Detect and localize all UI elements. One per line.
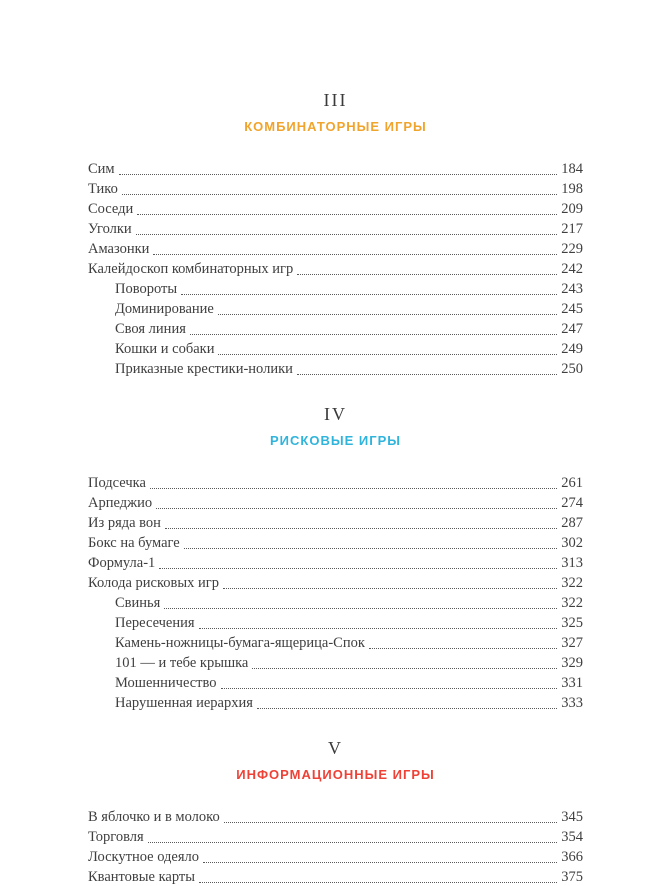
toc-entry bbox=[88, 632, 583, 652]
dot-leader bbox=[122, 194, 557, 195]
entry-label: Пересечения bbox=[115, 615, 195, 631]
entry-page-number: 333 bbox=[561, 695, 583, 711]
entry-page-number: 375 bbox=[561, 869, 583, 885]
entry-label: Соседи bbox=[88, 201, 134, 217]
dot-leader bbox=[203, 862, 557, 863]
dot-leader bbox=[156, 508, 557, 509]
entry-label: Из ряда вон bbox=[88, 515, 161, 531]
entry-page-number: 345 bbox=[561, 809, 583, 825]
entry-label: Кошки и собаки bbox=[115, 341, 215, 357]
toc-entry bbox=[88, 158, 583, 178]
toc-entry bbox=[88, 472, 583, 492]
dot-leader bbox=[221, 688, 558, 689]
section-numeral: V bbox=[328, 738, 343, 758]
dot-leader bbox=[297, 374, 557, 375]
toc-entry bbox=[88, 218, 583, 238]
entry-page-number: 325 bbox=[561, 615, 583, 631]
dot-leader bbox=[165, 528, 557, 529]
toc-entry bbox=[88, 298, 583, 318]
dot-leader bbox=[252, 668, 557, 669]
entry-label: Колода рисковых игр bbox=[88, 575, 219, 591]
dot-leader bbox=[119, 174, 558, 175]
entry-page-number: 245 bbox=[561, 301, 583, 317]
entry-label: Мошенничество bbox=[115, 675, 217, 691]
section-title: РИСКОВЫЕ ИГРЫ bbox=[270, 433, 401, 448]
toc-entry bbox=[88, 258, 583, 278]
dot-leader bbox=[137, 214, 557, 215]
entry-page-number: 327 bbox=[561, 635, 583, 651]
entry-label: Уголки bbox=[88, 221, 132, 237]
dot-leader bbox=[181, 294, 557, 295]
entry-label: Подсечка bbox=[88, 475, 146, 491]
dot-leader bbox=[153, 254, 557, 255]
entry-page-number: 287 bbox=[561, 515, 583, 531]
entry-page-number: 331 bbox=[561, 675, 583, 691]
entry-page-number: 329 bbox=[561, 655, 583, 671]
toc-section bbox=[88, 738, 583, 886]
dot-leader bbox=[136, 234, 558, 235]
dot-leader bbox=[297, 274, 557, 275]
entry-page-number: 274 bbox=[561, 495, 583, 511]
entry-label: Доминирование bbox=[115, 301, 214, 317]
dot-leader bbox=[199, 628, 558, 629]
toc-entry bbox=[88, 512, 583, 532]
entry-label: Камень-ножницы-бумага-ящерица-Спок bbox=[115, 635, 365, 651]
toc-entry bbox=[88, 592, 583, 612]
entry-page-number: 366 bbox=[561, 849, 583, 865]
toc-entry bbox=[88, 238, 583, 258]
table-of-contents bbox=[88, 90, 583, 886]
dot-leader bbox=[150, 488, 557, 489]
section-entries bbox=[88, 472, 583, 712]
entry-label: Торговля bbox=[88, 829, 144, 845]
entry-page-number: 229 bbox=[561, 241, 583, 257]
toc-entry bbox=[88, 178, 583, 198]
toc-entry bbox=[88, 198, 583, 218]
dot-leader bbox=[223, 588, 557, 589]
toc-entry bbox=[88, 652, 583, 672]
entry-page-number: 322 bbox=[561, 575, 583, 591]
toc-section bbox=[88, 404, 583, 712]
entry-label: Амазонки bbox=[88, 241, 150, 257]
entry-label: Свинья bbox=[115, 595, 161, 611]
dot-leader bbox=[184, 548, 558, 549]
entry-page-number: 250 bbox=[561, 361, 583, 377]
entry-label: В яблочко и в молоко bbox=[88, 809, 220, 825]
toc-entry bbox=[88, 612, 583, 632]
entry-page-number: 302 bbox=[561, 535, 583, 551]
entry-page-number: 313 bbox=[561, 555, 583, 571]
toc-entry bbox=[88, 338, 583, 358]
toc-entry bbox=[88, 672, 583, 692]
toc-entry bbox=[88, 866, 583, 886]
entry-label: Нарушенная иерархия bbox=[115, 695, 253, 711]
dot-leader bbox=[218, 314, 557, 315]
entry-page-number: 247 bbox=[561, 321, 583, 337]
toc-entry bbox=[88, 552, 583, 572]
section-title: КОМБИНАТОРНЫЕ ИГРЫ bbox=[244, 119, 427, 134]
dot-leader bbox=[190, 334, 557, 335]
toc-entry bbox=[88, 358, 583, 378]
entry-page-number: 249 bbox=[561, 341, 583, 357]
entry-page-number: 198 bbox=[561, 181, 583, 197]
entry-label: Бокс на бумаге bbox=[88, 535, 180, 551]
section-numeral: IV bbox=[324, 404, 347, 424]
section-entries bbox=[88, 806, 583, 886]
entry-label: Формула-1 bbox=[88, 555, 156, 571]
entry-label: Сим bbox=[88, 161, 115, 177]
entry-page-number: 217 bbox=[561, 221, 583, 237]
dot-leader bbox=[257, 708, 557, 709]
entry-page-number: 209 bbox=[561, 201, 583, 217]
toc-section bbox=[88, 90, 583, 378]
entry-label: Тико bbox=[88, 181, 118, 197]
entry-label: 101 — и тебе крышка bbox=[115, 655, 249, 671]
dot-leader bbox=[369, 648, 557, 649]
toc-entry bbox=[88, 826, 583, 846]
toc-entry bbox=[88, 532, 583, 552]
dot-leader bbox=[159, 568, 557, 569]
entry-page-number: 242 bbox=[561, 261, 583, 277]
toc-entry bbox=[88, 278, 583, 298]
section-title: ИНФОРМАЦИОННЫЕ ИГРЫ bbox=[236, 767, 435, 782]
entry-page-number: 243 bbox=[561, 281, 583, 297]
entry-label: Калейдоскоп комбинаторных игр bbox=[88, 261, 294, 277]
dot-leader bbox=[218, 354, 557, 355]
section-entries bbox=[88, 158, 583, 378]
dot-leader bbox=[224, 822, 558, 823]
toc-entry bbox=[88, 846, 583, 866]
entry-page-number: 322 bbox=[561, 595, 583, 611]
entry-label: Повороты bbox=[115, 281, 178, 297]
entry-label: Квантовые карты bbox=[88, 869, 195, 885]
entry-label: Своя линия bbox=[115, 321, 186, 337]
toc-entry bbox=[88, 806, 583, 826]
section-numeral: III bbox=[323, 90, 348, 110]
dot-leader bbox=[164, 608, 557, 609]
toc-entry bbox=[88, 492, 583, 512]
entry-page-number: 261 bbox=[561, 475, 583, 491]
toc-entry bbox=[88, 318, 583, 338]
entry-label: Арпеджио bbox=[88, 495, 153, 511]
entry-page-number: 354 bbox=[561, 829, 583, 845]
entry-page-number: 184 bbox=[561, 161, 583, 177]
entry-label: Приказные крестики-нолики bbox=[115, 361, 293, 377]
entry-label: Лоскутное одеяло bbox=[88, 849, 199, 865]
dot-leader bbox=[199, 882, 557, 883]
dot-leader bbox=[148, 842, 558, 843]
toc-entry bbox=[88, 572, 583, 592]
toc-entry bbox=[88, 692, 583, 712]
